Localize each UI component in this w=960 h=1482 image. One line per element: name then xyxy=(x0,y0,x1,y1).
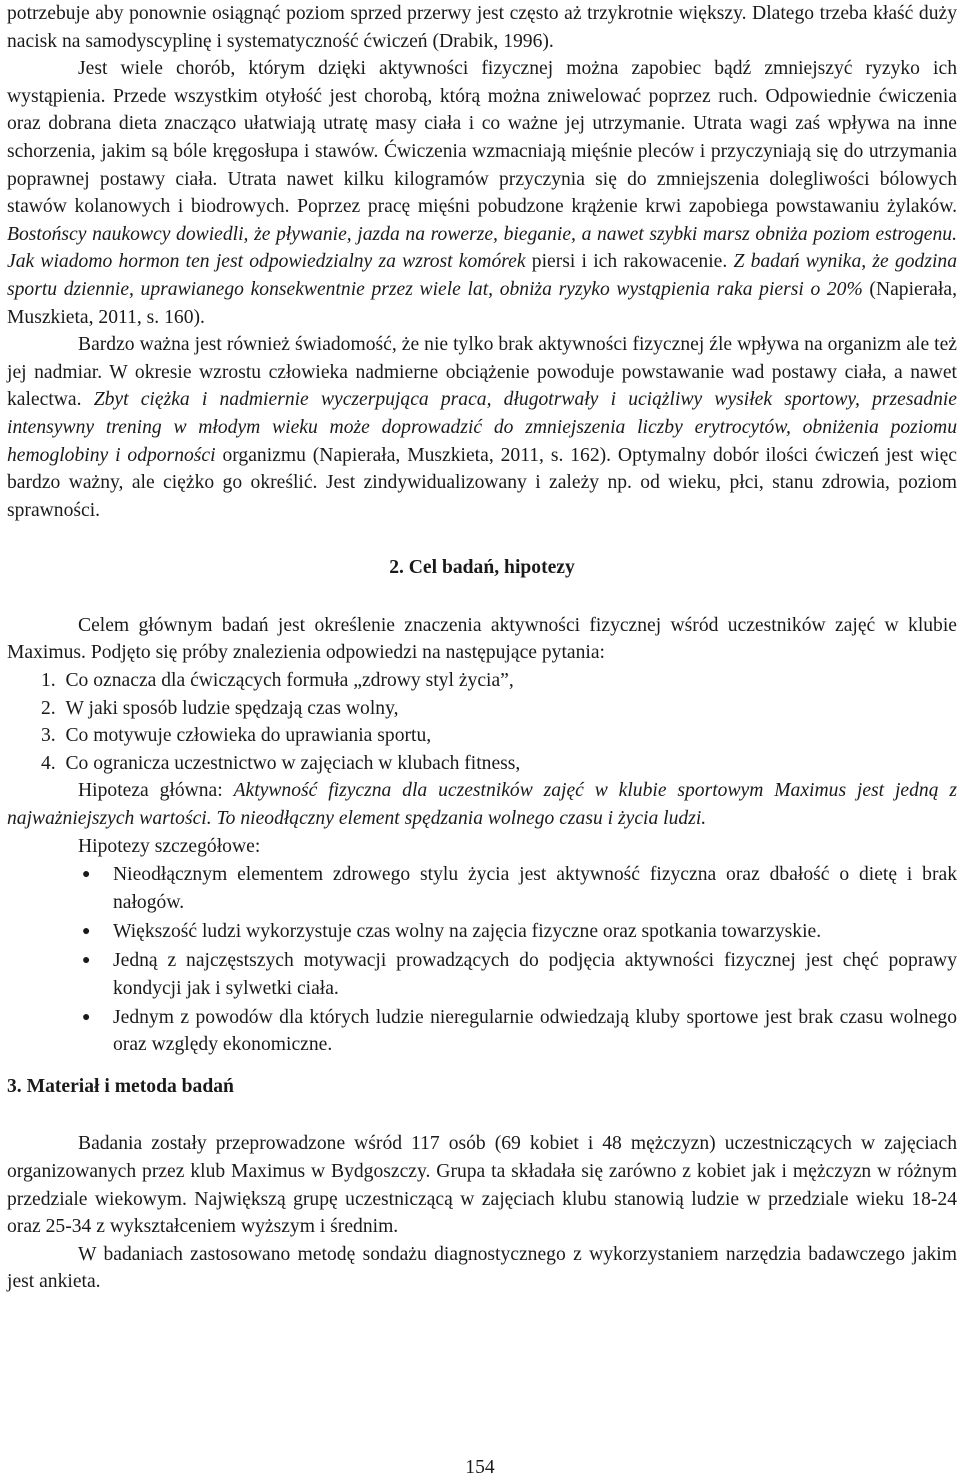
method-paragraph: Badania zostały przeprowadzone wśród 117 osób (69 kobiet i 48 mężczyzn) uczestniczących w zajęciach organizowanych przez klub Maximus w Bydgoszczy. Grupa ta składała się zarówno z kobiet jak i mężczyzn w różnym przedziale wiekowym. Największą grupę uczestniczącą w zajęciach klubu stanowią ludzie w przedziale wieku 18-24 oraz 25-34 z wykształceniem wyższym i średnim. xyxy=(7,1133,957,1238)
list-item-text: Jednym z powodów dla których ludzie nieregularnie odwiedzają kluby sportowe jest brak czasu wolnego oraz względy ekonomiczne. xyxy=(113,1006,957,1056)
bullet-icon: ● xyxy=(82,923,91,939)
paragraph-excess xyxy=(7,331,957,524)
main-hypothesis-label: Hipoteza główna: xyxy=(78,780,234,802)
list-item xyxy=(7,918,957,946)
list-item: 2. W jaki sposób ludzie spędzają czas wolny, xyxy=(41,697,399,719)
method-paragraph: W badaniach zastosowano metodę sondażu diagnostycznego z wykorzystaniem narzędzia badawczego jakim jest ankieta. xyxy=(7,1243,957,1293)
text-run: Bardzo ważna jest również świadomość, że nie tylko brak aktywności fizycznej źle wpływa na organizm ale też jej nadmiar. W okresie wzrostu człowieka nadmierne obciążenie powoduje powstawanie wad postawy ciała, a nawet kalectwa. xyxy=(7,334,957,411)
text-run: organizmu (Napierała, Muszkieta, 2011, s. 162). Optymalny dobór ilości ćwiczeń jest więc bardzo ważny, ale ciężko go określić. Jest zindywidualizowany i zależy np. od wieku, płci, stanu zdrowia, poziom sprawności. xyxy=(7,444,957,521)
goals-intro: Celem głównym badań jest określenie znaczenia aktywności fizycznej wśród uczestników zajęć w klubie Maximus. Podjęto się próby znalezienia odpowiedzi na następujące pytania: xyxy=(7,614,957,664)
citation: (Napierała, Muszkieta, 2011, s. 160). xyxy=(7,278,958,328)
italic-run: Z badań wynika, że godzina sportu dziennie, uprawianego konsekwentnie przez wiele lat, obniża ryzyko wystąpienia raka piersi o 20% xyxy=(7,251,958,300)
bullet-icon: ● xyxy=(82,867,91,883)
section-heading: 3. Materiał i metoda badań xyxy=(7,1075,234,1097)
list-item xyxy=(7,947,957,1002)
question-list xyxy=(7,667,957,777)
text-run: piersi i ich rakowacenie. xyxy=(525,251,734,273)
list-item xyxy=(7,1004,957,1059)
list-item-text: Jedną z najczęstszych motywacji prowadzących do podjęcia aktywności fizycznej jest chęć poprawy kondycji jak i sylwetki ciała. xyxy=(113,950,957,999)
list-item: 1. Co oznacza dla ćwiczących formuła „zdrowy styl życia”, xyxy=(41,670,514,692)
section-goals xyxy=(7,554,957,1059)
paragraph-diseases xyxy=(7,55,957,331)
list-item xyxy=(7,861,957,916)
hypotheses-list xyxy=(7,861,957,1059)
list-item-text: Większość ludzi wykorzystuje czas wolny na zajęcia fizyczne oraz spotkania towarzyskie. xyxy=(113,920,822,942)
page-number: 154 xyxy=(465,1457,495,1478)
section-method xyxy=(7,1073,957,1296)
list-item: 3. Co motywuje człowieka do uprawiania sportu, xyxy=(41,725,432,747)
paragraph-continuation: potrzebuje aby ponownie osiągnąć poziom sprzed przerwy jest często aż trzykrotnie większy. Dlatego trzeba kłaść duży nacisk na samodyscyplinę i systematyczność ćwiczeń (Drabik, 1996). xyxy=(7,3,957,52)
italic-run: Zbyt ciężka i nadmiernie wyczerpująca praca, długotrwały i uciążliwy wysiłek sportowy, przesadnie intensywny trening w młodym wieku może doprowadzić do zmniejszenia liczby erytrocytów, obniżenia poziomu hemoglobiny i odporności xyxy=(7,389,958,466)
italic-run: Bostońscy naukowcy dowiedli, że pływanie, jazda na rowerze, bieganie, a nawet szybki marsz obniża poziom estrogenu. Jak wiadomo hormon ten jest odpowiedzialny za wzrost komórek xyxy=(7,223,957,273)
list-item: 4. Co ogranicza uczestnictwo w zajęciach w klubach fitness, xyxy=(41,752,521,774)
main-hypothesis xyxy=(7,777,957,832)
section-heading: 2. Cel badań, hipotezy xyxy=(389,557,575,579)
main-hypothesis-text: Aktywność fizyczna dla uczestników zajęć w klubie sportowym Maximus jest jedną z najważniejszych wartości. To nieodłączny element spędzania wolnego czasu i życia ludzi. xyxy=(7,780,957,830)
bullet-icon: ● xyxy=(82,1009,91,1025)
document-page xyxy=(7,0,957,1296)
bullet-icon: ● xyxy=(82,953,91,968)
text-run: Jest wiele chorób, którym dzięki aktywności fizycznej można zapobiec bądź zmniejszyć ryzyko ich wystąpienia. Przede wszystkim otyłość jest chorobą, którą można zniwelować poprzez ruch. Odpowiednie ćwiczenia oraz dobrana dieta znacząco ułatwiają utratę masy ciała i co ważne jej utrzymanie. Utrata wagi zaś wpływa na inne schorzenia, jakim są bóle kręgosłupa i stawów. Ćwiczenia wzmacniają mięśnie pleców i przyczyniają się do utrzymania poprawnej postawy ciała. Utrata nawet kilku kilogramów przyczynia się do zmniejszenia dolegliwości bólowych stawów kolanowych i biodrowych. Poprzez pracę mięśni pobudzone krążenie krwi zapobiega powstawaniu żylaków. xyxy=(7,58,957,218)
detailed-hypotheses-label: Hipotezy szczegółowe: xyxy=(78,835,261,857)
list-item-text: Nieodłącznym elementem zdrowego stylu życia jest aktywność fizyczna oraz dbałość o dietę i brak nałogów. xyxy=(113,864,957,913)
